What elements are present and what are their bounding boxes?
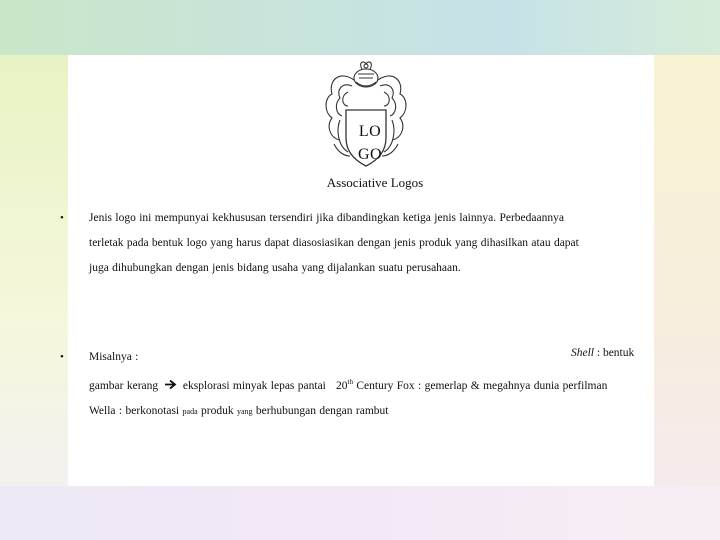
arrow-right-icon <box>164 379 178 390</box>
fox-number: 20 <box>336 379 348 392</box>
shell-example <box>571 347 634 359</box>
example-label: Misalnya : <box>89 351 139 363</box>
bullet-1-marker: • <box>60 212 64 224</box>
logo-text-line2: GO <box>357 146 383 163</box>
shell-meaning: eksplorasi minyak lepas pantai <box>182 379 326 392</box>
logo-caption: Associative Logos <box>326 175 424 190</box>
shell-label: : bentuk <box>596 347 635 359</box>
bullet-1-line-2: terletak pada bentuk logo yang harus dapat diasosiasikan dengan jenis produk yang dihasilkan atau dapat <box>89 237 579 249</box>
bullet-2-line-3 <box>89 399 659 424</box>
bottom-gradient-band <box>0 486 720 540</box>
wella-text-b: produk <box>201 404 234 417</box>
bullet-1-paragraph <box>89 206 659 281</box>
right-gradient-band <box>654 55 720 540</box>
wella-text-c: berhubungan dengan rambut <box>255 404 389 417</box>
bullet-2-line-2 <box>89 370 659 399</box>
bullet-1-line-3: juga dihubungkan dengan jenis bidang usaha yang dijalankan suatu perusahaan. <box>89 262 461 274</box>
fox-description: Century Fox : gemerlap & megahnya dunia perfilman <box>356 379 608 392</box>
wella-text-a: Wella : berkonotasi <box>89 404 180 417</box>
logo-text-line1: LO <box>358 123 382 140</box>
bullet-1-line-1: Jenis logo ini mempunyai kekhususan tersendiri jika dibandingkan ketiga jenis lainnya. Perbedaannya <box>89 212 564 224</box>
bullet-2-marker: • <box>60 351 64 363</box>
wella-small-2: yang <box>236 406 253 416</box>
wella-small-1: pada <box>182 406 198 416</box>
fox-suffix: th <box>347 378 353 386</box>
logo-placeholder-text <box>346 120 394 166</box>
shell-brand-name: Shell <box>571 347 594 359</box>
left-gradient-band <box>0 55 68 540</box>
top-gradient-band <box>0 0 720 55</box>
shell-description: gambar kerang <box>89 379 159 392</box>
